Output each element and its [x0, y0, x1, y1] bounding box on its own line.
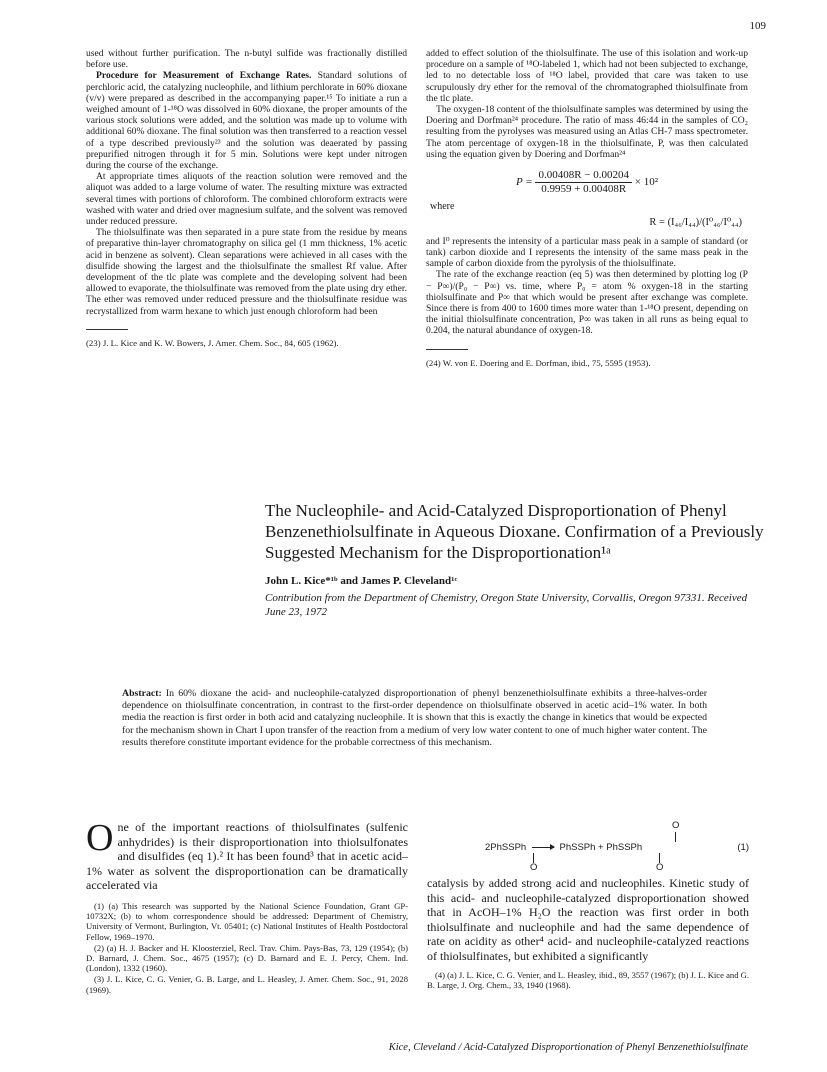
running-footer: Kice, Cleveland / Acid-Catalyzed Disproportionation of Phenyl Benzenethiolsulfinate: [388, 1042, 748, 1053]
left-column: [86, 48, 407, 348]
article-header: [265, 500, 765, 619]
left-para-2: [86, 70, 407, 171]
equation-label: (1): [737, 842, 749, 853]
equation-p: [426, 170, 748, 195]
footnote-2: (2) (a) H. J. Backer and H. Kloosterziel, Recl. Trav. Chim. Pays-Bas, 73, 129 (1954); (b) D. Barnard, J. Chem. Soc., 4675 (1957); (c) D. Barnard and E. J. Percy, Chem. Ind. (London), 1332 (1960).: [86, 942, 408, 974]
abstract-label: Abstract:: [122, 688, 162, 699]
product-disulfide: PhSSPh: [559, 842, 596, 853]
intro-paragraph: [86, 817, 408, 893]
where-label: where: [430, 201, 455, 213]
reactant: 2PhSSPh: [485, 842, 527, 853]
continuation-text: catalysis by added strong acid and nucleophiles. Kinetic study of this acid- and nucleophile-catalyzed disproportionation showed that in AcOH–1% H₂O the reaction was first order in both thiolsulfinate and nucleophile and had the same dependence of rate on acidity as other⁴ acid- and nucleophile-catalyzed reactions of thiolsulfinates, but exhibited a significantly: [427, 876, 749, 963]
double-bond-top: [675, 832, 676, 842]
article-affiliation: Contribution from the Department of Chemistry, Oregon State University, Corvallis, Oregon 97331. Received June 23, 1972: [265, 592, 748, 618]
right-para-2: The oxygen-18 content of the thiolsulfinate samples was determined by using the Doering and Dorfman²⁴ procedure. The ratio of mass 46:44 in the samples of CO₂ resulting from the pyrolyses was measured using an Atlas CH-7 mass spectrometer. The atom percentage of oxygen-18 in the thiolsulfinate, P, was then calculated using the equation given by Doering and Dorfman²⁴: [426, 104, 748, 160]
equation-multiplier: × 10²: [634, 176, 658, 189]
footnote-rule: [86, 329, 128, 330]
reactant-oxygen: O: [530, 862, 538, 873]
intro-footnotes: [86, 901, 408, 995]
abstract: [122, 688, 707, 749]
footnote-3: (3) J. L. Kice, C. G. Venier, G. B. Large, and L. Heasley, J. Amer. Chem. Soc., 91, 2028 (1969).: [86, 974, 408, 995]
intro-column: [86, 817, 408, 996]
equation-fraction: [535, 170, 632, 195]
reaction-arrow-icon: [532, 847, 554, 848]
right-para-3: and I⁰ represents the intensity of a particular mass peak in a sample of standard (or tank) carbon dioxide and I represents the intensity of the same mass peak in the sample of carbon dioxide from the pyrolysis of the thiolsulfinate.: [426, 235, 748, 270]
article-title: The Nucleophile- and Acid-Catalyzed Disproportionation of Phenyl Benzenethiolsulfinate in Aqueous Dioxane. Confirmation of a Previously Suggested Mechanism for the Disproportionation¹ᵃ: [265, 501, 764, 562]
footnote-rule: [426, 349, 468, 350]
product-oxygen-top: O: [672, 820, 680, 831]
footnote-1: (1) (a) This research was supported by the National Science Foundation, Grant GP-10732X; (b) to whom correspondence should be addressed: Department of Chemistry, University of Vermont, Burlington, Vt. 05401; (c) National Institutes of Health Postdoctoral Fellow, 1969–1970.: [86, 900, 408, 942]
right-para-4: The rate of the exchange reaction (eq 5) was then determined by plotting log (P − P∞)/(P₀ − P∞) vs. time, where P₀ = atom % oxygen-18 in the starting thiolsulfinate and P∞ that which would be present after exchange was complete. Since there is from 400 to 1600 times more water than 1-¹⁸O present, depending on the initial thiolsulfinate concentration, P∞ was taken in all runs as being equal to 0.204, the natural abundance of oxygen-18.: [426, 269, 748, 337]
equation-denominator: 0.9959 + 0.00408R: [541, 183, 627, 196]
procedure-body: Standard solutions of perchloric acid, the catalyzing nucleophile, and lithium perchlorate in 60% dioxane (v/v) were prepared as described in the accompanying paper.¹⁵ To initiate a run a weighed amount of 1-¹⁸O was dissolved in 60% dioxane, the proper amounts of the various stock solutions were added, and the solution was made up to volume with additional 60% dioxane. The final solution was then transferred to a reaction vessel of a type described previously²³ and the solution was deaerated by passing prepurified nitrogen through it for 5 min. Solutions were kept under nitrogen during the course of the exchange.: [86, 70, 407, 172]
left-para-4: The thiolsulfinate was then separated in a pure state from the residue by means of preparative thin-layer chromatography on silica gel (1 mm thickness, 1% acetic acid in benzene as solvent). Clean separations were achieved in all cases with the disulfide showing the largest and the thiolsulfinate the smallest Rf value. After development of the tlc plate was complete and the developing solvent had been allowed to evaporate, the thiolsulfinate was removed from the plate using dry ether. The ether was removed under reduced pressure and the thiolsulfinate residue was recrystallized from warm hexane to which just enough chloroform had been: [86, 227, 407, 317]
reaction-line: 2PhSSPh PhSSPh + PhSSPh: [485, 842, 643, 853]
footnote-24: (24) W. von E. Doering and E. Dorfman, ibid., 75, 5595 (1953).: [426, 357, 651, 368]
continuation-column: [427, 820, 749, 990]
article-authors: John L. Kice*¹ᵇ and James P. Cleveland¹ᶜ: [265, 575, 458, 587]
right-column: [426, 48, 748, 368]
abstract-text: In 60% dioxane the acid- and nucleophile-catalyzed disproportionation of phenyl benzenethiolsulfinate exhibits a three-halves-order dependence on thiolsulfinate concentration, in contrast to the first-order dependence on thiolsulfinate observed in acetic acid–1% water. In both media the reaction is first order in both acid and catalyzing nucleophile. It is shown that this is exactly the change in kinetics that would be expected for the mechanism shown in Chart I upon transfer of the reaction from a medium of very low water content to one of much higher water content. The results therefore constitute important evidence for the probable correctness of this mechanism.: [122, 688, 707, 748]
footnote-23: (23) J. L. Kice and K. W. Bowers, J. Amer. Chem. Soc., 84, 605 (1962).: [86, 337, 339, 348]
page-number: 109: [749, 20, 766, 32]
left-para-3: At appropriate times aliquots of the reaction solution were removed and the aliquot was added to a large volume of water. The resulting mixture was extracted several times with portions of chloroform. The combined chloroform extracts were washed with water and dried over magnesium sulfate, and the solvent was removed under reduced pressure.: [86, 171, 407, 228]
product-oxygen-bottom: O: [656, 862, 664, 873]
intro-text: ne of the important reactions of thiolsulfinates (sulfenic anhydrides) is their disproportionation into thiolsulfonates and disulfides (eq 1).² It has been found³ that in acetic acid–1% water as solvent the disproportionation can be dramatically accelerated via: [86, 820, 408, 893]
equation-lhs: P =: [515, 176, 533, 189]
product-thiolsulfonate: PhSSPh: [606, 842, 643, 853]
reaction-scheme: [427, 820, 749, 876]
equation-r: R = (I₄₆/I₄₄)/(I⁰₄₆/I⁰₄₄): [649, 216, 742, 228]
drop-cap: O: [86, 817, 114, 859]
continuation-footnotes: [427, 970, 749, 990]
footnote-4: (4) (a) J. L. Kice, C. G. Venier, and L. Heasley, ibid., 89, 3557 (1967); (b) J. L. Kice and G. B. Large, J. Org. Chem., 33, 1940 (1968).: [427, 969, 749, 990]
left-para-1: used without further purification. The n-butyl sulfide was fractionally distilled before use.: [86, 48, 407, 71]
procedure-heading: Procedure for Measurement of Exchange Rates.: [96, 70, 312, 82]
equation-numerator: 0.00408R − 0.00204: [535, 170, 632, 183]
right-para-1: added to effect solution of the thiolsulfinate. The use of this isolation and work-up procedure on a sample of ¹⁸O-labeled 1, which had not been subjected to exchange, led to no detectable loss of ¹⁸O label, provided that care was taken to use scrupulously dry ether for the removal of the chromatographed thiolsulfinate from the tlc plate.: [426, 48, 748, 104]
